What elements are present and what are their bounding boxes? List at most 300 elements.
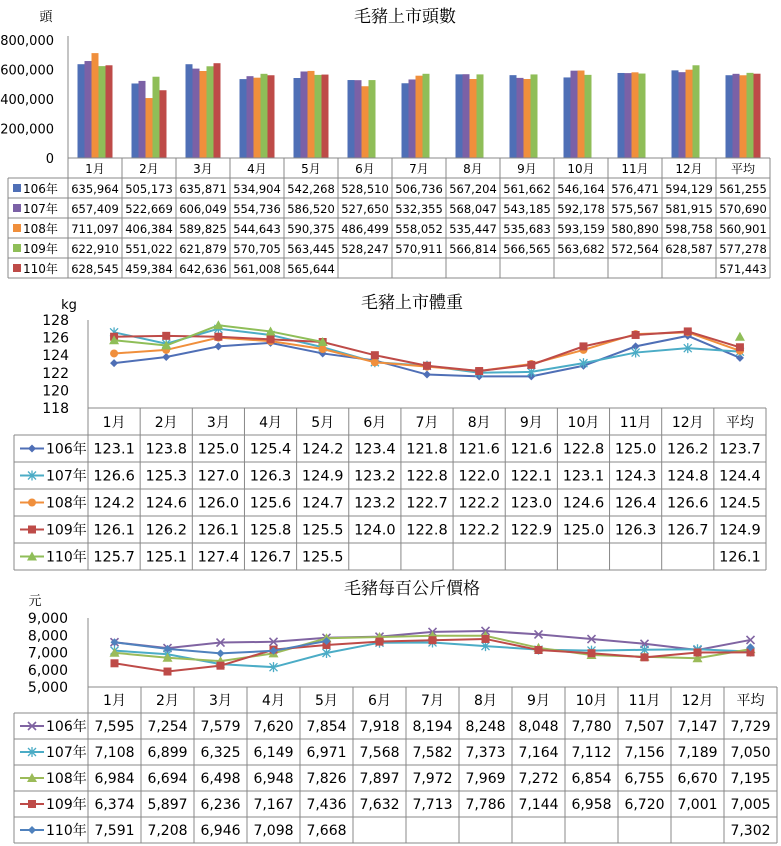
data-label: 126.4: [614, 495, 657, 512]
data-label: 589,825: [179, 222, 227, 236]
x-tick-label: 8月: [463, 162, 483, 176]
data-label: 406,384: [125, 222, 173, 236]
bar: [477, 74, 484, 158]
x-tick-label: 10月: [567, 414, 600, 431]
data-label: 571,443: [719, 262, 767, 276]
data-label: 565,644: [287, 262, 335, 276]
x-tick-label: 9月: [527, 693, 550, 710]
legend-label: 110年: [46, 823, 87, 839]
data-label: 711,097: [71, 222, 119, 236]
data-label: 554,736: [233, 202, 281, 216]
data-label: 7,195: [730, 771, 771, 787]
data-point: [111, 659, 119, 667]
bar: [686, 70, 693, 158]
bar: [747, 73, 754, 158]
bar: [160, 90, 167, 158]
data-label: 6,971: [306, 745, 347, 761]
data-label: 126.7: [667, 522, 709, 539]
x-tick-label: 8月: [467, 414, 491, 431]
data-point: [423, 362, 431, 370]
x-tick-label: 4月: [262, 693, 285, 710]
data-point: [736, 343, 744, 351]
bar: [78, 64, 85, 158]
data-label: 593,159: [557, 222, 605, 236]
data-label: 125.1: [145, 549, 187, 566]
bar: [726, 75, 733, 158]
data-point: [632, 331, 640, 339]
data-point: [110, 359, 118, 367]
data-label: 566,565: [503, 242, 551, 256]
data-label: 7,112: [571, 745, 612, 761]
data-label: 598,758: [665, 222, 713, 236]
data-label: 5,897: [147, 797, 188, 813]
data-point: [371, 358, 379, 366]
data-label: 642,636: [179, 262, 227, 276]
data-label: 621,879: [179, 242, 227, 256]
x-tick-label: 7月: [421, 693, 444, 710]
data-label: 6,149: [253, 745, 294, 761]
data-label: 123.4: [354, 441, 396, 458]
data-label: 122.2: [458, 522, 500, 539]
x-tick-label: 3月: [206, 414, 230, 431]
data-label: 6,325: [200, 745, 241, 761]
data-label: 561,255: [719, 182, 767, 196]
x-tick-label: 11月: [619, 414, 652, 431]
data-label: 126.2: [667, 441, 709, 458]
x-tick-label: 11月: [621, 162, 649, 176]
data-label: 544,643: [233, 222, 281, 236]
bar: [355, 80, 362, 158]
data-label: 124.9: [301, 468, 344, 485]
data-label: 7,272: [518, 771, 559, 787]
data-point: [475, 367, 483, 375]
data-label: 125.8: [249, 522, 292, 539]
bar: [423, 74, 430, 158]
bar: [578, 71, 585, 158]
data-label: 125.0: [197, 441, 240, 458]
data-point: [376, 638, 384, 646]
data-label: 7,167: [253, 797, 294, 813]
weight-chart: [0, 282, 781, 572]
data-point: [371, 351, 379, 359]
legend-key: [13, 184, 21, 192]
x-tick-label: 11月: [628, 693, 661, 710]
bar: [740, 75, 747, 158]
data-label: 7,373: [465, 745, 506, 761]
data-label: 527,650: [341, 202, 389, 216]
bar: [261, 74, 268, 158]
data-label: 6,670: [677, 771, 718, 787]
data-point: [579, 342, 587, 350]
data-label: 122.9: [510, 522, 553, 539]
legend-label: 108年: [46, 771, 87, 787]
bar: [92, 53, 99, 158]
bar: [301, 71, 308, 158]
x-tick-label: 4月: [259, 414, 282, 431]
y-tick-label: 6,000: [27, 662, 68, 679]
y-tick-label: 126: [42, 330, 69, 347]
x-tick-label: 8月: [474, 693, 497, 710]
data-label: 542,268: [287, 182, 335, 196]
x-tick-label: 1月: [102, 414, 126, 431]
data-label: 486,499: [341, 222, 389, 236]
y-axis-unit: 元: [28, 594, 42, 609]
data-label: 563,445: [287, 242, 335, 256]
data-label: 7,668: [306, 823, 347, 839]
data-label: 126.2: [145, 522, 187, 539]
data-label: 126.1: [93, 522, 135, 539]
data-point: [588, 649, 596, 657]
bar: [214, 63, 221, 158]
data-label: 6,984: [94, 771, 135, 787]
data-label: 8,248: [465, 719, 506, 735]
data-label: 7,969: [465, 771, 506, 787]
price-chart: [0, 572, 781, 846]
data-label: 126.0: [197, 495, 240, 512]
data-label: 7,591: [94, 823, 135, 839]
data-label: 580,890: [611, 222, 659, 236]
x-tick-label: 平均: [736, 693, 765, 710]
data-label: 123.1: [562, 468, 605, 485]
bar: [200, 71, 207, 158]
bar: [754, 74, 761, 158]
data-point: [214, 342, 222, 350]
data-label: 7,156: [624, 745, 665, 761]
data-label: 8,048: [518, 719, 559, 735]
legend-label: 106年: [23, 182, 58, 196]
data-label: 7,208: [147, 823, 188, 839]
data-label: 505,173: [125, 182, 173, 196]
legend-label: 106年: [46, 719, 87, 735]
y-tick-label: 200,000: [0, 122, 54, 138]
data-label: 6,899: [147, 745, 188, 761]
data-label: 6,720: [624, 797, 665, 813]
data-label: 560,901: [719, 222, 767, 236]
data-label: 8,194: [412, 719, 453, 735]
data-label: 6,694: [147, 771, 188, 787]
data-label: 126.3: [249, 468, 292, 485]
bar: [639, 74, 646, 158]
data-label: 7,189: [677, 745, 718, 761]
data-label: 572,564: [611, 242, 659, 256]
legend-label: 110年: [46, 549, 87, 566]
bar: [632, 72, 639, 158]
data-label: 6,854: [571, 771, 612, 787]
data-label: 123.0: [510, 495, 553, 512]
legend-label: 109年: [46, 522, 87, 539]
data-label: 7,302: [730, 823, 771, 839]
data-label: 7,620: [253, 719, 294, 735]
data-label: 7,972: [412, 771, 453, 787]
legend-key: [13, 264, 21, 272]
y-tick-label: 120: [42, 383, 69, 400]
bar: [524, 79, 531, 158]
data-label: 7,854: [306, 719, 347, 735]
x-tick-label: 平均: [725, 414, 754, 431]
data-label: 7,579: [200, 719, 241, 735]
data-label: 594,129: [665, 182, 713, 196]
bar: [99, 66, 106, 158]
x-tick-label: 6月: [355, 162, 375, 176]
x-tick-label: 6月: [363, 414, 387, 431]
x-tick-label: 4月: [247, 162, 267, 176]
bar: [531, 74, 538, 158]
data-label: 586,520: [287, 202, 335, 216]
data-label: 570,690: [719, 202, 767, 216]
data-label: 567,204: [449, 182, 497, 196]
data-label: 121.8: [406, 441, 448, 458]
data-label: 558,052: [395, 222, 443, 236]
data-label: 543,185: [503, 202, 551, 216]
legend-marker: [28, 526, 36, 534]
data-label: 126.7: [249, 549, 292, 566]
legend-label: 107年: [46, 745, 87, 761]
data-label: 7,729: [730, 719, 771, 735]
data-label: 7,595: [94, 719, 135, 735]
chart-title: 毛豬上市頭數: [354, 7, 456, 27]
data-point: [110, 349, 118, 357]
data-label: 125.0: [614, 441, 657, 458]
data-label: 125.0: [562, 522, 605, 539]
data-label: 124.6: [145, 495, 187, 512]
y-tick-label: 8,000: [27, 628, 68, 645]
x-tick-label: 2月: [154, 414, 178, 431]
x-tick-label: 5月: [311, 414, 335, 431]
x-tick-label: 12月: [675, 162, 703, 176]
bar: [510, 75, 517, 158]
data-label: 6,236: [200, 797, 241, 813]
data-label: 7,144: [518, 797, 559, 813]
data-label: 7,147: [677, 719, 718, 735]
y-tick-label: 124: [42, 348, 69, 365]
data-point: [482, 635, 490, 643]
data-label: 7,005: [730, 797, 771, 813]
data-label: 123.8: [145, 441, 187, 458]
data-label: 123.2: [354, 495, 396, 512]
data-point: [162, 332, 170, 340]
bar: [146, 98, 153, 158]
data-label: 123.2: [354, 468, 396, 485]
y-tick-label: 5,000: [27, 680, 68, 696]
data-point: [684, 327, 692, 335]
data-label: 7,050: [730, 745, 771, 761]
data-label: 7,582: [412, 745, 453, 761]
y-tick-label: 7,000: [27, 645, 68, 662]
x-tick-label: 7月: [409, 162, 429, 176]
data-label: 125.5: [301, 522, 344, 539]
data-label: 6,958: [571, 797, 612, 813]
bar: [470, 79, 477, 158]
bar: [362, 86, 369, 158]
data-label: 122.8: [406, 522, 448, 539]
data-label: 6,498: [200, 771, 241, 787]
legend-key: [13, 244, 21, 252]
data-label: 126.3: [614, 522, 657, 539]
data-point: [164, 668, 172, 676]
data-label: 7,786: [465, 797, 506, 813]
data-label: 125.7: [93, 549, 135, 566]
data-label: 124.2: [93, 495, 135, 512]
data-label: 577,278: [719, 242, 767, 256]
x-tick-label: 9月: [519, 414, 543, 431]
data-label: 124.6: [562, 495, 605, 512]
data-label: 122.8: [562, 441, 605, 458]
bar: [463, 74, 470, 158]
bar: [207, 66, 214, 158]
x-tick-label: 平均: [730, 162, 756, 176]
x-tick-label: 10月: [575, 693, 608, 710]
data-label: 528,247: [341, 242, 389, 256]
bar: [247, 76, 254, 158]
bar: [625, 73, 632, 158]
legend-key: [13, 224, 21, 232]
bar: [322, 75, 329, 158]
data-label: 506,736: [395, 182, 443, 196]
data-label: 6,948: [253, 771, 294, 787]
x-tick-label: 5月: [315, 693, 338, 710]
bar: [106, 65, 113, 158]
legend-label: 109年: [46, 797, 87, 813]
bar: [268, 75, 275, 158]
data-label: 121.6: [458, 441, 500, 458]
bar: [733, 74, 740, 158]
data-label: 6,755: [624, 771, 665, 787]
head-count-chart: [0, 0, 781, 282]
y-tick-label: 0: [45, 152, 54, 167]
data-label: 576,471: [611, 182, 659, 196]
legend-label: 107年: [23, 202, 58, 216]
data-label: 7,897: [359, 771, 400, 787]
data-label: 126.1: [719, 549, 761, 566]
bar: [240, 79, 247, 158]
data-label: 592,178: [557, 202, 605, 216]
data-label: 570,705: [233, 242, 281, 256]
y-tick-label: 400,000: [0, 93, 54, 108]
data-label: 622,910: [71, 242, 119, 256]
bar: [308, 71, 315, 158]
data-label: 124.4: [719, 468, 761, 485]
bar: [517, 78, 524, 158]
data-label: 535,683: [503, 222, 551, 236]
bar: [416, 76, 423, 158]
data-label: 575,567: [611, 202, 659, 216]
bar: [672, 70, 679, 158]
data-label: 590,375: [287, 222, 335, 236]
data-point: [162, 353, 170, 361]
data-label: 123.1: [93, 441, 135, 458]
data-label: 566,814: [449, 242, 497, 256]
data-label: 124.8: [667, 468, 709, 485]
data-label: 7,108: [94, 745, 135, 761]
x-tick-label: 1月: [85, 162, 105, 176]
legend-key: [13, 204, 21, 212]
bar: [409, 79, 416, 158]
data-label: 124.5: [719, 495, 761, 512]
x-tick-label: 3月: [193, 162, 213, 176]
data-point: [217, 662, 225, 670]
bar: [679, 72, 686, 158]
bar: [254, 78, 261, 158]
data-label: 635,964: [71, 182, 119, 196]
x-tick-label: 5月: [301, 162, 321, 176]
bar: [564, 77, 571, 158]
chart-title: 毛豬每百公斤價格: [344, 579, 480, 599]
y-axis-unit: kg: [61, 298, 77, 313]
data-label: 7,632: [359, 797, 400, 813]
legend-label: 109年: [23, 242, 58, 256]
data-label: 125.5: [301, 549, 344, 566]
data-label: 561,662: [503, 182, 551, 196]
data-label: 546,164: [557, 182, 605, 196]
bar: [348, 80, 355, 158]
data-label: 7,436: [306, 797, 347, 813]
data-label: 7,918: [359, 719, 400, 735]
bar: [153, 77, 160, 158]
data-point: [267, 335, 275, 343]
x-tick-label: 2月: [156, 693, 179, 710]
x-tick-label: 9月: [517, 162, 537, 176]
legend-label: 107年: [46, 468, 87, 485]
data-label: 7,164: [518, 745, 559, 761]
data-label: 535,447: [449, 222, 497, 236]
y-tick-label: 128: [42, 313, 69, 329]
x-tick-label: 10月: [567, 162, 595, 176]
data-label: 122.1: [510, 468, 553, 485]
bar: [369, 80, 376, 158]
data-point: [694, 648, 702, 656]
data-label: 127.4: [197, 549, 240, 566]
data-label: 125.4: [249, 441, 292, 458]
x-tick-label: 12月: [671, 414, 704, 431]
y-tick-label: 800,000: [0, 34, 54, 49]
data-label: 606,049: [179, 202, 227, 216]
data-label: 7,001: [677, 797, 718, 813]
data-label: 6,946: [200, 823, 241, 839]
data-label: 7,780: [571, 719, 612, 735]
data-label: 6,374: [94, 797, 135, 813]
data-point: [735, 332, 745, 341]
data-label: 568,047: [449, 202, 497, 216]
legend-label: 110年: [23, 262, 58, 276]
y-tick-label: 122: [42, 365, 69, 382]
y-tick-label: 9,000: [27, 611, 68, 627]
data-point: [535, 646, 543, 654]
data-label: 124.7: [301, 495, 344, 512]
data-label: 122.2: [458, 495, 500, 512]
data-label: 7,507: [624, 719, 665, 735]
data-label: 551,022: [125, 242, 173, 256]
x-tick-label: 3月: [209, 693, 232, 710]
data-label: 532,355: [395, 202, 443, 216]
data-label: 561,008: [233, 262, 281, 276]
data-label: 124.2: [301, 441, 344, 458]
bar: [315, 75, 322, 158]
bar: [456, 74, 463, 158]
x-tick-label: 2月: [139, 162, 159, 176]
data-label: 570,911: [395, 242, 443, 256]
y-axis-unit: 頭: [39, 10, 53, 25]
data-label: 628,545: [71, 262, 119, 276]
data-point: [429, 636, 437, 644]
data-point: [217, 649, 225, 657]
legend-marker: [28, 499, 36, 507]
y-tick-label: 600,000: [0, 63, 54, 79]
data-label: 459,384: [125, 262, 173, 276]
data-label: 7,568: [359, 745, 400, 761]
bar: [193, 69, 200, 158]
legend-label: 106年: [46, 441, 87, 458]
bar: [585, 75, 592, 158]
